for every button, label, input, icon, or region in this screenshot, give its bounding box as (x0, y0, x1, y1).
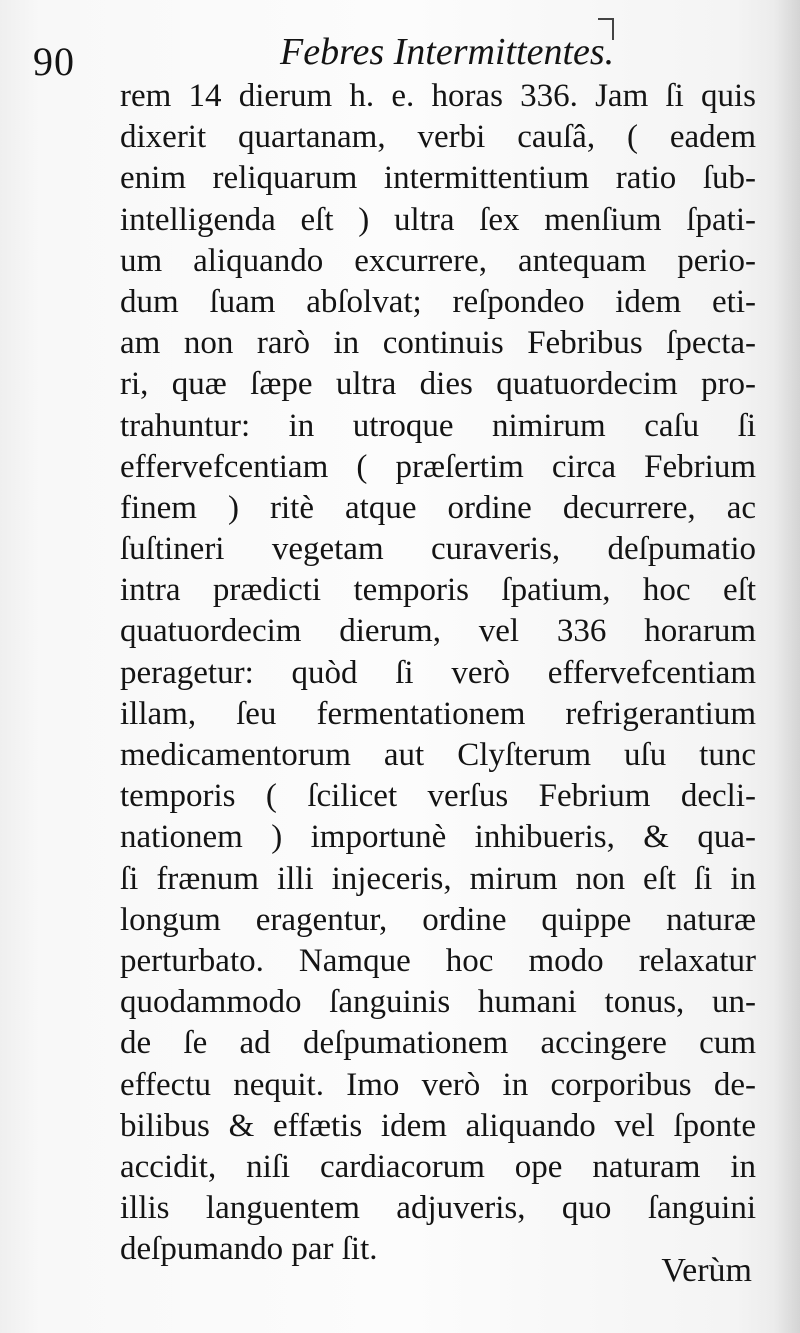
text-line: ſi frænum illi injeceris, mirum non eſt ſi in (120, 860, 756, 897)
text-line: quatuordecim dierum, vel 336 horarum (120, 613, 756, 650)
text-line: accidit, niſi cardiacorum ope naturam in (120, 1148, 756, 1185)
text-line: illam, ſeu fermentationem refrigerantium (120, 695, 756, 732)
text-line: dixerit quartanam, verbi cauſâ, ( eadem (120, 119, 756, 156)
text-line: illis languentem adjuveris, quo ſanguini (120, 1190, 756, 1227)
page-number: 90 (33, 39, 75, 84)
text-line: effectu nequit. Imo verò in corporibus de- (120, 1066, 756, 1103)
text-line: temporis ( ſcilicet verſus Febrium decli- (120, 778, 756, 815)
text-line-final: deſpumando par ſit. (120, 1231, 378, 1268)
text-line: intelligenda eſt ) ultra ſex menſium ſpati- (120, 201, 756, 238)
body-text (120, 76, 756, 1270)
catchword: Verùm (661, 1252, 752, 1289)
running-head: Febres Intermittentes. (280, 31, 615, 73)
text-line: longum eragentur, ordine quippe naturæ (120, 901, 756, 938)
text-line: medicamentorum aut Clyſterum uſu tunc (120, 737, 756, 773)
text-line: enim reliquarum intermittentium ratio ſub- (120, 160, 756, 197)
text-line: quodammodo ſanguinis humani tonus, un- (120, 984, 756, 1021)
text-line: bilibus & effætis idem aliquando vel ſponte (120, 1107, 756, 1144)
text-line: um aliquando excurrere, antequam perio- (120, 242, 756, 279)
text-line: effervefcentiam ( præſertim circa Febrium (120, 448, 756, 485)
text-line: finem ) ritè atque ordine decurrere, ac (120, 489, 756, 526)
text-line: ſuſtineri vegetam curaveris, deſpumatio (120, 531, 756, 568)
text-line: ri, quæ ſæpe ultra dies quatuordecim pro- (120, 366, 756, 403)
text-line: dum ſuam abſolvat; reſpondeo idem eti- (120, 283, 756, 320)
text-line: trahuntur: in utroque nimirum caſu ſi (120, 407, 756, 444)
text-line: am non rarò in continuis Febribus ſpecta- (120, 325, 756, 362)
text-line: peragetur: quòd ſi verò effervefcentiam (120, 654, 756, 691)
text-line: rem 14 dierum h. e. horas 336. Jam ſi quis (120, 78, 756, 114)
text-line: nationem ) importunè inhibueris, & qua- (120, 819, 756, 856)
text-line: de ſe ad deſpumationem accingere cum (120, 1025, 756, 1062)
text-line: intra prædicti temporis ſpatium, hoc eſt (120, 572, 756, 609)
page-edge-shadow (774, 0, 800, 1333)
text-line: perturbato. Namque hoc modo relaxatur (120, 942, 756, 979)
